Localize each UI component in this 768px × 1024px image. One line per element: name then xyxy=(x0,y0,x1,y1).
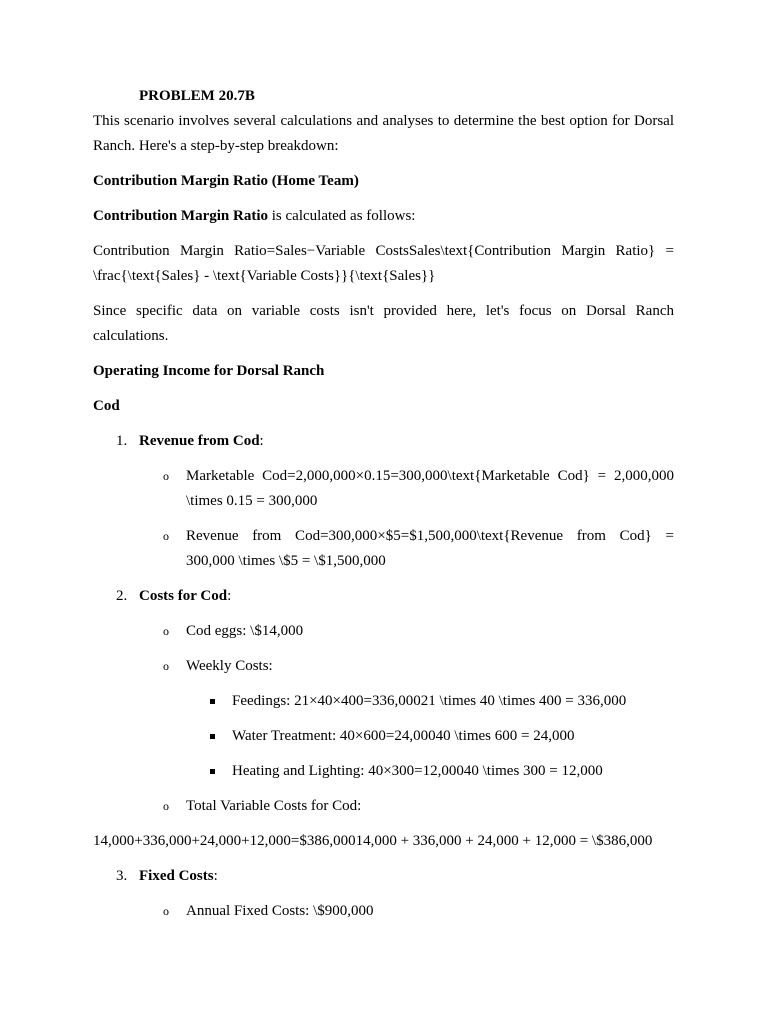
document-title: PROBLEM 20.7B xyxy=(139,88,255,104)
sub-item-cod-eggs xyxy=(93,619,674,644)
list-item-colon: : xyxy=(259,433,264,449)
subsub-item-heating-lighting xyxy=(93,759,674,784)
square-bullet-icon xyxy=(210,769,215,774)
circle-bullet-icon: o xyxy=(163,799,169,813)
sub-item-text: Weekly Costs: xyxy=(186,658,273,674)
sub-item-revenue-cod xyxy=(93,524,674,574)
sub-item-text: Annual Fixed Costs: \$900,000 xyxy=(186,903,374,919)
circle-bullet-icon: o xyxy=(163,904,169,918)
total-variable-formula: 14,000+336,000+24,000+12,000=$386,00014,000 + 336,000 + 24,000 + 12,000 = \$386,000 xyxy=(93,833,653,849)
subsub-item-water-treatment xyxy=(93,724,674,749)
square-bullet-icon xyxy=(210,734,215,739)
subsub-item-feedings xyxy=(93,689,674,714)
list-item-colon: : xyxy=(213,868,218,884)
cm-definition xyxy=(93,204,674,229)
list-item-label: Fixed Costs xyxy=(139,868,214,884)
sub-item-weekly-costs xyxy=(93,654,674,679)
sub-item-text: Revenue from Cod=300,000×$5=$1,500,000\text{Revenue from Cod} = 300,000 \times \$5 = \$1,500,000 xyxy=(186,528,674,569)
sub-item-annual-fixed xyxy=(93,899,674,924)
cm-note: Since specific data on variable costs isn't provided here, let's focus on Dorsal Ranch calculations. xyxy=(93,303,674,344)
intro-paragraph: This scenario involves several calculations and analyses to determine the best option for Dorsal Ranch. Here's a step-by-step breakdown: xyxy=(93,113,674,154)
sub-item-total-variable xyxy=(93,794,674,819)
list-number: 3. xyxy=(116,868,128,884)
square-bullet-icon xyxy=(210,699,215,704)
list-item-colon: : xyxy=(227,588,232,604)
list-item-label: Costs for Cod xyxy=(139,588,228,604)
list-item-costs xyxy=(93,584,674,609)
subsub-item-text: Feedings: 21×40×400=336,00021 \times 40 \times 400 = 336,000 xyxy=(232,693,627,709)
subsub-item-text: Water Treatment: 40×600=24,00040 \times 600 = 24,000 xyxy=(232,728,575,744)
circle-bullet-icon: o xyxy=(163,529,169,543)
cm-formula: Contribution Margin Ratio=Sales−Variable CostsSales\text{Contribution Margin Ratio} = \frac{\text{Sales} - \text{Variable Costs}}{\text{Sales}} xyxy=(93,243,674,284)
sub-item-text: Marketable Cod=2,000,000×0.15=300,000\text{Marketable Cod} = 2,000,000 \times 0.15 = 300,000 xyxy=(186,468,674,509)
circle-bullet-icon: o xyxy=(163,659,169,673)
cm-heading: Contribution Margin Ratio (Home Team) xyxy=(93,173,359,189)
sub-item-text: Total Variable Costs for Cod: xyxy=(186,798,362,814)
document-body xyxy=(93,84,674,924)
list-item-fixed-costs xyxy=(93,864,674,889)
sub-item-marketable-cod xyxy=(93,464,674,514)
list-number: 1. xyxy=(116,433,128,449)
cm-definition-text: is calculated as follows: xyxy=(268,208,416,224)
op-heading: Operating Income for Dorsal Ranch xyxy=(93,363,325,379)
circle-bullet-icon: o xyxy=(163,624,169,638)
circle-bullet-icon: o xyxy=(163,469,169,483)
list-item-revenue xyxy=(93,429,674,454)
sub-item-text: Cod eggs: \$14,000 xyxy=(186,623,304,639)
subsub-item-text: Heating and Lighting: 40×300=12,00040 \times 300 = 12,000 xyxy=(232,763,603,779)
cod-subheading: Cod xyxy=(93,398,120,414)
list-item-label: Revenue from Cod xyxy=(139,433,260,449)
list-number: 2. xyxy=(116,588,128,604)
cm-definition-term: Contribution Margin Ratio xyxy=(93,208,269,224)
